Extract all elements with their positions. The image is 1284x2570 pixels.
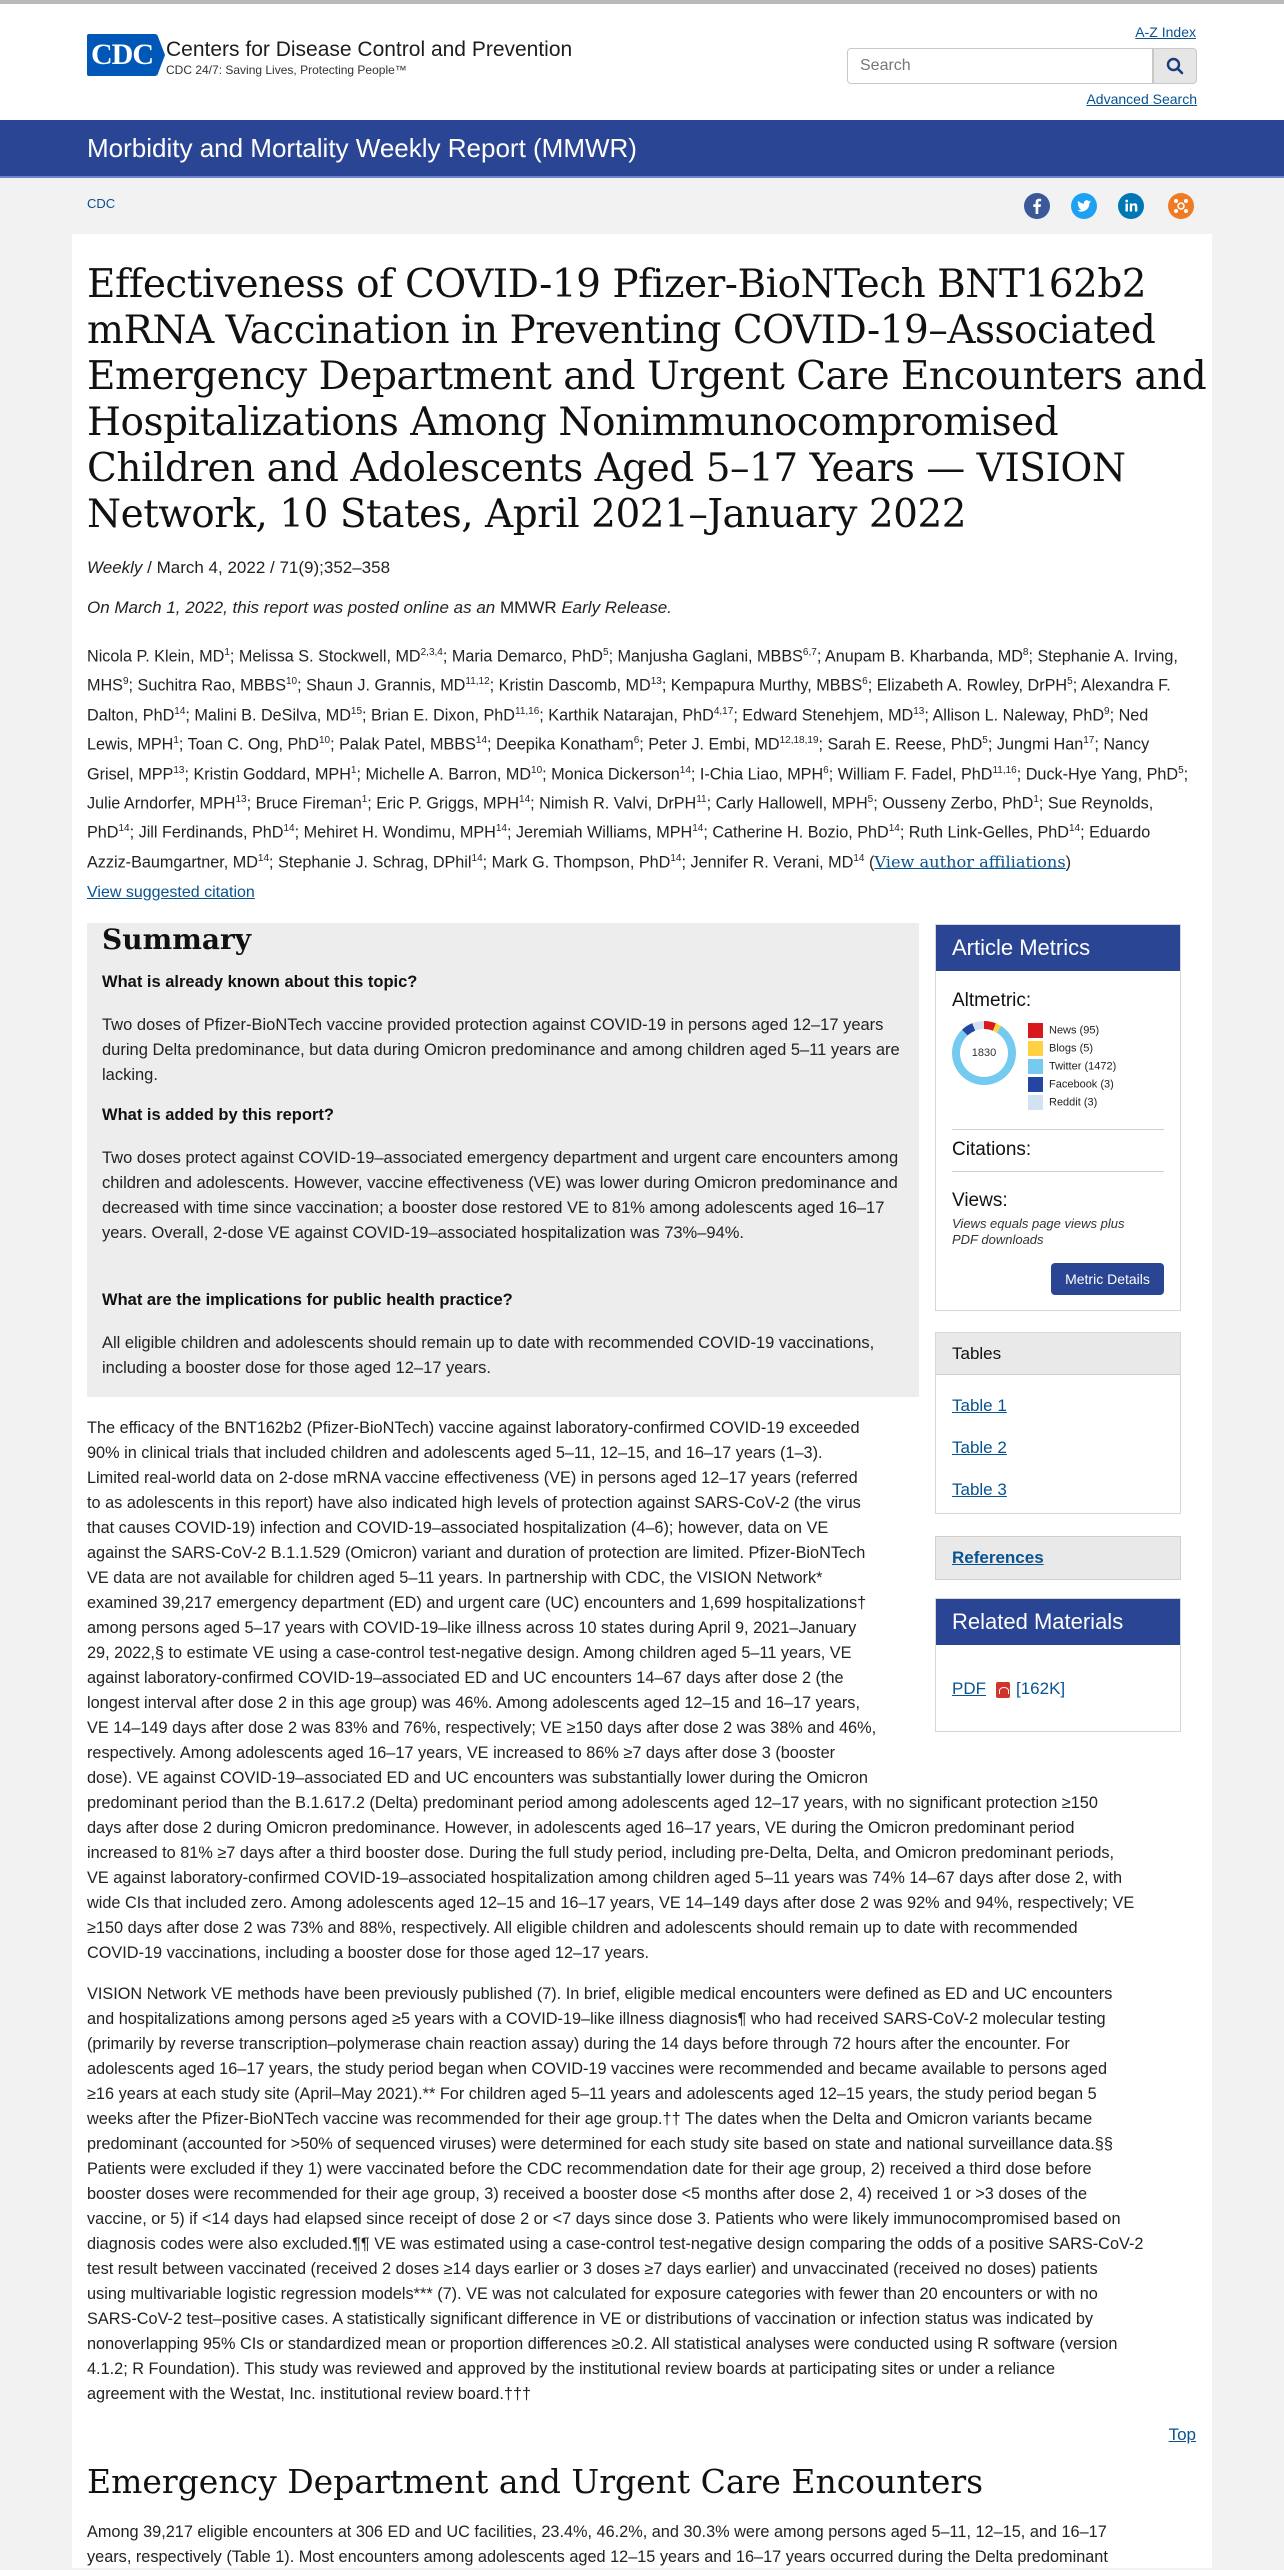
altmetric-label: Altmetric: [952,990,1032,1011]
body-text-line: ≥150 days after dose 2 was 73% and 88%, respectively. All eligible children and adolescents should remain up to date with recommended [87,1919,1078,1937]
related-materials-panel [935,1598,1181,1732]
article-title: Effectiveness of COVID-19 Pfizer-BioNTech BNT162b2 mRNA Vaccination in Preventing COVID-19–Associated Emergency Department and Urgent Care Encounters and Hospitalizations Among Nonimmunocompromised Children and Adolescents Aged 5–17 Years — VISION Network, 10 States, April 2021–January 2022 [87,262,1207,537]
body-text-line: that causes COVID-19) infection and COVID-19–associated hospitalization (4–6); however, data on VE [87,1519,829,1537]
body-text-line: 29, 2022,§ to estimate VE using a case-control test-negative design. Among children aged 5–11 years, VE [87,1644,852,1662]
author-affiliations-link[interactable]: View author affiliations [874,852,1066,872]
altmetric-legend-item [1028,1023,1099,1038]
body-text-line: Among 39,217 eligible encounters at 306 ED and UC facilities, 23.4%, 46.2%, and 30.3% were among persons aged 5–11, 12–15, and 16–17 [87,2523,1107,2541]
body-text-line: VE data are not available for children aged 5–11 years. In partnership with CDC, the VISION Network* [87,1569,823,1587]
summary-answer: Two doses of Pfizer-BioNTech vaccine provided protection against COVID-19 in persons aged 12–17 years during Delta predominance, but data during Omicron predominance and among children aged 5–11 years are lacking. [102,1016,900,1084]
legend-swatch [1028,1077,1043,1092]
altmetric-legend-item [1028,1095,1097,1110]
body-text-line: against laboratory-confirmed COVID-19–associated ED and UC encounters 14–67 days after dose 2 (the [87,1669,844,1687]
legend-label: Facebook (3) [1049,1078,1114,1091]
weekly-label: Weekly [87,558,143,577]
body-text-line: vaccine, or 5) if <14 days had elapsed since receipt of dose 2 or <7 days since dose 3. Patients who were likely immunocompromised based on [87,2210,1121,2228]
mmwr-banner [0,120,1284,177]
cdc-logo[interactable]: CDC [87,34,157,76]
advanced-search-link[interactable]: Advanced Search [1086,91,1197,107]
body-text-line: COVID-19 vaccinations, including a booster dose for those aged 12–17 years. [87,1944,650,1962]
search-form [847,48,1197,86]
body-text-line: longest interval after dose 2 in this age group) was 46%. Among adolescents aged 12–15 and 16–17 years, [87,1694,860,1712]
summary-answer: All eligible children and adolescents should remain up to date with recommended COVID-19 vaccinations, including a booster dose for those aged 12–17 years. [102,1334,875,1377]
legend-swatch [1028,1023,1043,1038]
views-label: Views: [952,1190,1008,1211]
issue-info: / March 4, 2022 / 71(9);352–358 [142,558,391,577]
references-link[interactable]: References [952,1548,1044,1567]
twitter-glyph [1071,193,1097,219]
early-release-note [87,598,672,618]
back-to-top-link[interactable]: Top [1168,2425,1196,2444]
summary-box [87,923,919,1397]
altmetric-legend-item [1028,1041,1093,1056]
pdf-size: [162K] [1016,1679,1066,1698]
body-text-line: VISION Network VE methods have been previously published (7). In brief, eligible medical encounters were defined as ED and UC encounters [87,1985,1113,2003]
legend-label: Twitter (1472) [1049,1060,1117,1073]
divider [952,1171,1164,1172]
altmetric-legend-item [1028,1077,1114,1092]
body-text-line: examined 39,217 emergency department (ED) and urgent care (UC) encounters and 1,699 hospitalizations† [87,1594,867,1612]
summary-heading: Summary [102,923,251,956]
tables-heading: Tables [936,1333,1180,1375]
metric-details-button[interactable]: Metric Details [1051,1263,1164,1295]
body-text-line: adolescents aged 16–17 years, the study period began when COVID-19 vaccines were recommended and became available to persons aged [87,2060,1108,2078]
legend-label: Blogs (5) [1049,1042,1094,1055]
banner-divider [0,176,1284,178]
body-text-line: Limited real-world data on 2-dose mRNA vaccine effectiveness (VE) in persons aged 12–17 years (referred [87,1469,858,1487]
linkedin-glyph [1118,193,1144,219]
body-text-line: nonoverlapping 95% CIs or standardized mean or proportion differences ≥0.2. All statistical analyses were conducted using R software (version [87,2335,1118,2353]
body-text-line: respectively. Among adolescents aged 16–17 years, VE increased to 86% ≥7 days after dose 3 (booster [87,1744,836,1762]
search-input[interactable] [847,48,1153,84]
references-panel [935,1536,1181,1580]
legend-label: Reddit (3) [1049,1096,1098,1109]
altmetric-donut[interactable] [952,1021,1016,1085]
pdf-label: PDF [952,1679,986,1698]
summary-question: What are the implications for public health practice? [102,1291,513,1309]
legend-label: News (95) [1049,1024,1100,1037]
body-text-line: The efficacy of the BNT162b2 (Pfizer-BioNTech) vaccine against laboratory-confirmed COVID-19 exceeded [87,1419,860,1437]
body-text-line: and hospitalizations among persons aged ≥5 years with a COVID-19–like illness diagnosis¶ who had received SARS-CoV-2 molecular testing [87,2010,1106,2028]
body-text-line: (primarily by reverse transcription–polymerase chain reaction assay) during the 14 days before through 72 hours after the encounter. For [87,2035,1070,2053]
body-text-line: weeks after the Pfizer-BioNTech vaccine was recommended for their age group.†† The dates when the Delta and Omicron variants became [87,2110,1093,2128]
views-note: Views equals page views plus PDF downloads [952,1216,1125,1247]
body-text-line: among persons aged 5–17 years with COVID-19–like illness across 10 states during April 9, 2021–January [87,1619,857,1637]
body-text-line: to as adolescents in this report) have also indicated high levels of protection against SARS-CoV-2 (the virus [87,1494,861,1512]
search-icon [1166,57,1184,75]
body-text-line: Patients were excluded if they 1) were vaccinated before the CDC recommendation date for their age group, 2) received a third dose before [87,2160,1092,2178]
syndicate-glyph [1168,193,1194,219]
body-text-line: increased to 81% ≥7 days after a third booster dose. During the full study period, including pre-Delta, Delta, and Omicron predominant periods, [87,1844,1115,1862]
summary-question: What is added by this report? [102,1106,334,1124]
view-citation-link[interactable]: View suggested citation [87,884,255,901]
article-metrics-panel [935,924,1181,1311]
release-note-a: On March 1, 2022, this report was posted online as an [87,598,500,617]
release-note-c: Early Release. [556,598,672,617]
body-text-line: wide CIs that included zero. Among adolescents aged 12–15 and 16–17 years, VE 14–149 days after dose 2 was 92% and 94%, respectively; VE [87,1894,1135,1912]
pdf-icon [996,1682,1010,1698]
linkedin-icon[interactable] [1118,193,1144,219]
body-text-line: predominant (accounted for >50% of sequenced viruses) were determined for each study site based on state and national surveillance data.§§ [87,2135,1113,2153]
table-link[interactable]: Table 1 [952,1396,1007,1415]
body-text-line: against the SARS-CoV-2 B.1.1.529 (Omicron) variant and duration of protection are limited. Pfizer-BioNTech [87,1544,866,1562]
legend-swatch [1028,1059,1043,1074]
altmetric-score: 1830 [960,1029,1008,1077]
pdf-download-link[interactable] [952,1679,1065,1699]
table-link[interactable]: Table 2 [952,1438,1007,1457]
banner-title-text: Morbidity and Mortality Weekly Report (MMWR) [87,133,637,163]
summary-answer: Two doses protect against COVID-19–associated emergency department and urgent care encounters among children and adolescents. However, vaccine effectiveness (VE) was lower during Omicron predominance and decreased with time since vaccination; a booster dose restored VE to 81% among adolescents aged 16–17 years. Overall, 2-dose VE against COVID-19–associated hospitalization was 73%–94%. [102,1149,899,1242]
search-button[interactable] [1153,48,1197,84]
body-text-line: 4.1.2; R Foundation). This study was reviewed and approved by the institutional review boards at participating sites or under a reliance [87,2360,1056,2378]
article-metrics-heading: Article Metrics [936,925,1180,971]
table-link[interactable]: Table 3 [952,1480,1007,1499]
body-text-line: days after dose 2 during Omicron predominance. However, in adolescents aged 16–17 years, VE during the Omicron predominant period [87,1819,1075,1837]
site-header [0,4,1284,120]
body-text-line: SARS-CoV-2 test–positive cases. A statistically significant difference in VE or distributions of vaccination or infection status was indicated by [87,2310,1094,2328]
az-index-link[interactable]: A-Z Index [1135,24,1196,40]
body-text-line: using multivariable logistic regression models*** (7). VE was not calculated for exposure categories with fewer than 20 encounters or with no [87,2285,1098,2303]
body-text-line: 90% in clinical trials that included children and adolescents aged 5–11, 12–15, and 16–17 years (1–3). [87,1444,823,1462]
body-text-line: booster doses were recommended for their age group, 3) received a booster dose <5 months after dose 2, 4) received 1 or >3 doses of the [87,2185,1088,2203]
banner-title[interactable] [87,133,637,164]
related-materials-heading: Related Materials [936,1599,1180,1645]
author-list: Nicola P. Klein, $MD^1$; Melissa S. Stockwell, MD$^{2,3,4}$; Maria Demarco, PhD$^5$; Manjusha Gaglani, MBBS$^{6,7}$; Anupam B. Kharbanda, $MD^8$; Stephanie A. Irving, MHS$^9$; Suchitra Rao, MBBS$^{10}$; Shaun J. Grannis, MD$^{11,12}$; Kristin Dascomb, MD$^{13}$; Kempapura Murthy, MBBS$^6$; Elizabeth A. Rowley, DrPH$^5$; Alexandra F. Dalton, PhD$^{14}$; Malini B. DeSilva, MD$^{15}$; Brian E. Dixon, PhD$^{11,16}$; Karthik Natarajan, PhD$^{4,17}$; Edward Stenehjem, MD$^{13}$; Allison L. Naleway, PhD$^9$; Ned Lewis, MPH$^1$; Toan C. Ong, PhD$^{10}$; Palak Patel, MBBS$^{14}$; Deepika Konatham$^6$; Peter J. Embi, MD$^{12,18,19}$; Sarah E. Reese, PhD$^5$; Jungmi Han$^{17}$; Nancy Grisel, MPP$^{13}$; Kristin Goddard, MPH$^1$; Michelle A. Barron, MD$^{10}$; Monica Dickerson$^{14}$; I-Chia Liao, MPH$^6$; William F. Fadel, PhD$^{11,16}$; Duck-Hye Yang, PhD$^5$; Julie Arndorfer, MPH$^{13}$; Bruce Fireman$^1$; Eric P. Griggs, MPH$^{14}$; Nimish R. Valvi, DrPH$^{11}$; Carly Hallowell, MPH$^5$; Ousseny Zerbo, PhD$^1$; Sue Reynolds, PhD$^{14}$; Jill Ferdinands, PhD$^{14}$; Mehiret H. Wondimu, MPH$^{14}$; Jeremiah Williams, MPH$^{14}$; Catherine H. Bozio, PhD$^{14}$; Ruth Link-Gelles, PhD$^{14}$; Eduardo Azziz-Baumgartner, MD$^{14}$; Stephanie J. Schrag, DPhil$^{14}$; Mark G. Thompson, PhD$^{14}$; Jennifer R. Verani, MD$^{14}$ (View author affiliations) [87,647,1189,872]
twitter-icon[interactable] [1071,193,1097,219]
legend-swatch [1028,1041,1043,1056]
body-text-line: years, respectively (Table 1). Most encounters among adolescents aged 12–15 years and 16–17 years occurred during the Delta predominant [87,2548,1108,2566]
body-text-line: test result between vaccinated (received 2 doses ≥14 days earlier or 3 doses ≥7 days earlier) and unvaccinated (received no doses) patients [87,2260,1098,2278]
release-note-b: MMWR [499,598,557,617]
section-heading: Emergency Department and Urgent Care Encounters [87,2462,984,2501]
org-name[interactable]: Centers for Disease Control and Prevention [166,38,573,61]
syndicate-icon[interactable] [1168,193,1194,219]
summary-question: What is already known about this topic? [102,973,418,991]
body-text-line: ≥16 years at each study site (April–May 2021).** For children aged 5–11 years and adolescents aged 12–15 years, the study period began 5 [87,2085,1097,2103]
divider [952,1129,1164,1130]
facebook-icon[interactable] [1024,193,1050,219]
body-text-line: dose). VE against COVID-19–associated ED and UC encounters was substantially lower during the Omicron [87,1769,868,1787]
article-meta [87,558,390,578]
body-text-line: VE 14–149 days after dose 2 was 83% and 76%, respectively; VE ≥150 days after dose 2 was 38% and 46%, [87,1719,877,1737]
org-tagline: CDC 24/7: Saving Lives, Protecting People™ [166,63,407,77]
breadcrumb[interactable]: CDC [87,196,116,211]
facebook-glyph [1024,193,1050,219]
body-text-line: predominant period than the B.1.617.2 (Delta) predominant period among adolescents aged 12–17 years, with no significant protection ≥150 [87,1794,1098,1812]
body-text-line: agreement with the Westat, Inc. institutional review board.††† [87,2385,532,2403]
altmetric-legend-item [1028,1059,1116,1074]
citations-label: Citations: [952,1139,1032,1160]
tables-panel [935,1332,1181,1514]
body-text-line: diagnosis codes were also excluded.¶¶ VE was estimated using a case-control test-negative design comparing the odds of a positive SARS-CoV-2 [87,2235,1144,2253]
legend-swatch [1028,1095,1043,1110]
body-text-line: VE against laboratory-confirmed COVID-19–associated hospitalization among children aged 5–11 years was 74% 14–67 days after dose 2, with [87,1869,1123,1887]
